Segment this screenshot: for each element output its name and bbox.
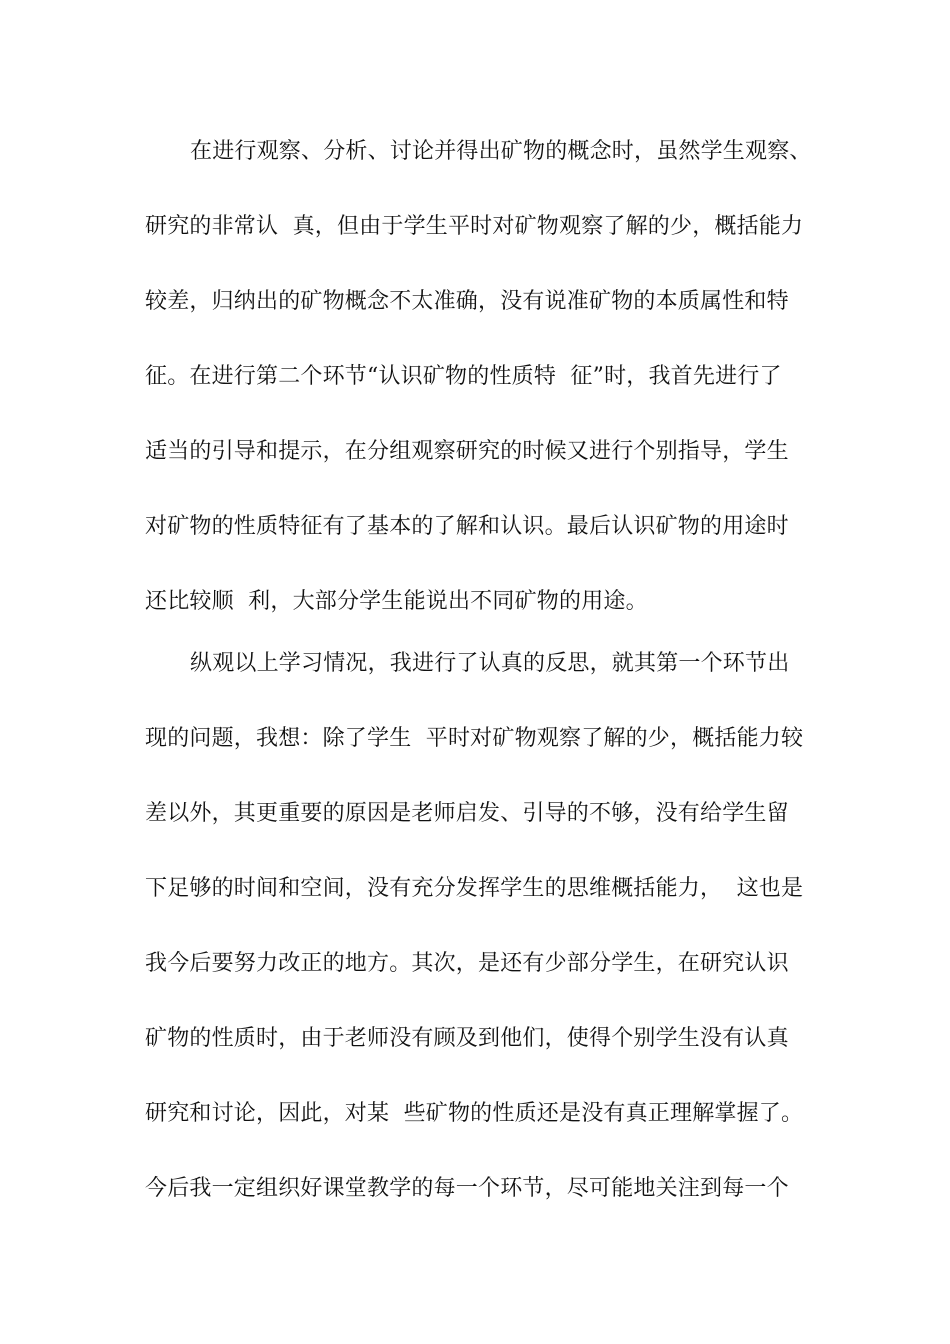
paragraph-2-line-8: 今后我一定组织好课堂教学的每一个环节，尽可能地关注到每一个 <box>145 1176 789 1201</box>
paragraph-1-line-5: 适当的引导和提示，在分组观察研究的时候又进行个别指导，学生 <box>145 439 789 464</box>
paragraph-2-line-5: 我今后要努力改正的地方。其次，是还有少部分学生，在研究认识 <box>145 951 789 976</box>
paragraph-2-line-3: 差以外，其更重要的原因是老师启发、引导的不够，没有给学生留 <box>145 801 789 826</box>
paragraph-2-line-7: 研究和讨论，因此，对某 些矿物的性质还是没有真正理解掌握了。 <box>145 1101 804 1126</box>
paragraph-1-line-4: 征。在进行第二个环节“认识矿物的性质特 征”时，我首先进行了 <box>145 364 782 389</box>
paragraph-1-line-1: 在进行观察、分析、讨论并得出矿物的概念时，虽然学生观察、 <box>190 139 812 164</box>
paragraph-2-line-2: 现的问题，我想：除了学生 平时对矿物观察了解的少，概括能力较 <box>145 726 804 751</box>
paragraph-1-line-6: 对矿物的性质特征有了基本的了解和认识。最后认识矿物的用途时 <box>145 514 789 539</box>
paragraph-2-line-4: 下足够的时间和空间，没有充分发挥学生的思维概括能力， 这也是 <box>145 876 804 901</box>
paragraph-1-line-7: 还比较顺 利，大部分学生能说出不同矿物的用途。 <box>145 589 648 614</box>
paragraph-2-line-6: 矿物的性质时，由于老师没有顾及到他们，使得个别学生没有认真 <box>145 1026 789 1051</box>
paragraph-1-line-2: 研究的非常认 真，但由于学生平时对矿物观察了解的少，概括能力 <box>145 214 804 239</box>
paragraph-1-line-3: 较差，归纳出的矿物概念不太准确，没有说准矿物的本质属性和特 <box>145 289 789 314</box>
paragraph-2-line-1: 纵观以上学习情况，我进行了认真的反思，就其第一个环节出 <box>190 651 790 676</box>
